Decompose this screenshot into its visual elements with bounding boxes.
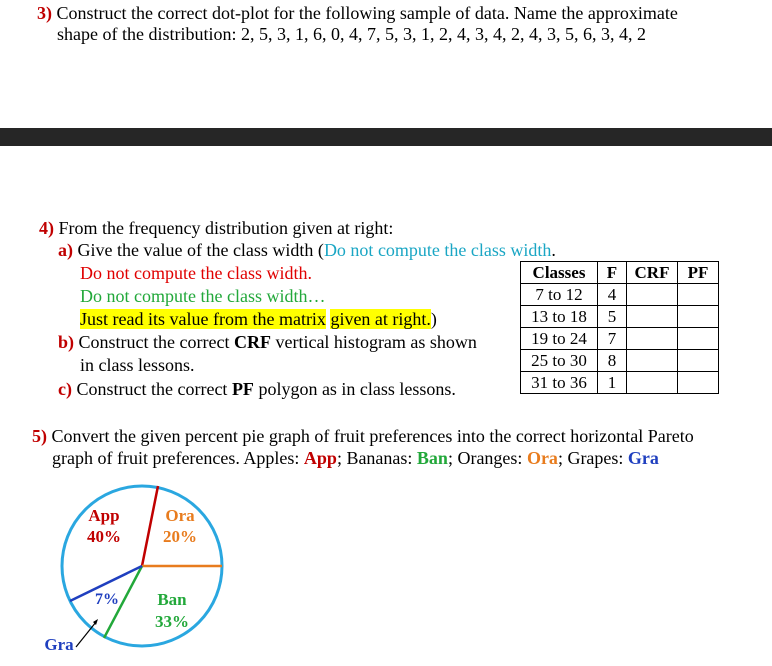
pie-pct-ora: 20% [163, 527, 197, 546]
pie-pct-app: 40% [87, 527, 121, 546]
table-row [521, 372, 719, 394]
fruit-pie-graph [0, 480, 260, 666]
legend-gra: Gra [627, 448, 659, 468]
class-cell: 25 to 30 [521, 350, 598, 372]
pie-label-gra: Gra [44, 635, 74, 654]
legend-ban: Ban [416, 448, 448, 468]
question-5 [32, 425, 694, 448]
header-f: F [598, 262, 627, 284]
pf-cell[interactable] [678, 372, 719, 394]
pie-label-ora: Ora [165, 506, 195, 525]
class-cell: 31 to 36 [521, 372, 598, 394]
question-4-intro-text: From the frequency distribution given at right: [58, 218, 394, 238]
pf-cell[interactable] [678, 284, 719, 306]
highlight-note [80, 309, 437, 330]
question-4c-bold: PF [231, 379, 254, 399]
question-4a-end: . [551, 240, 556, 260]
freq-cell: 1 [598, 372, 627, 394]
crf-cell[interactable] [627, 284, 678, 306]
crf-cell[interactable] [627, 306, 678, 328]
q5-sep2: ; Oranges: [447, 448, 527, 468]
header-pf: PF [678, 262, 719, 284]
legend-ora: Ora [526, 448, 558, 468]
question-5-number: 5) [32, 426, 47, 446]
question-4c-pre: Construct the correct [76, 379, 232, 399]
table-row [521, 328, 719, 350]
pie-label-ban: Ban [157, 590, 187, 609]
question-4b-label: b) [58, 332, 75, 352]
q5-line2-pre: graph of fruit preferences. Apples: [52, 448, 304, 468]
freq-cell: 5 [598, 306, 627, 328]
question-4a-label: a) [58, 240, 73, 260]
pf-cell[interactable] [678, 306, 719, 328]
q5-sep1: ; Bananas: [336, 448, 417, 468]
question-4-intro [39, 218, 393, 239]
question-5-line2 [52, 448, 659, 469]
class-cell: 19 to 24 [521, 328, 598, 350]
header-classes: Classes [521, 262, 598, 284]
question-3-number: 3) [37, 3, 52, 23]
red-note: Do not compute the class width. [80, 263, 312, 283]
highlight-part-1: Just read its value from the matrix [80, 309, 326, 329]
table-header-row [521, 262, 719, 284]
gra-pointer-line [76, 622, 96, 647]
highlight-part-2: given at right. [330, 309, 431, 329]
divider-app-ora [142, 486, 158, 566]
pf-cell[interactable] [678, 350, 719, 372]
crf-cell[interactable] [627, 328, 678, 350]
highlight-close: ) [430, 309, 437, 329]
table-row [521, 350, 719, 372]
question-4a-text: Give the value of the class width ( [77, 240, 324, 260]
class-cell: 13 to 18 [521, 306, 598, 328]
freq-cell: 7 [598, 328, 627, 350]
question-3-line2: shape of the distribution: 2, 5, 3, 1, 6, 0, 4, 7, 5, 3, 1, 2, 4, 3, 4, 2, 4, 3, 5, 6, 3, 4, 2 [57, 24, 646, 44]
q5-sep3: ; Grapes: [557, 448, 628, 468]
table-row [521, 284, 719, 306]
legend-app: App [303, 448, 337, 468]
question-3-line1: Construct the correct dot-plot for the following sample of data. Name the approximate [56, 3, 678, 23]
question-4b-line2: in class lessons. [80, 355, 195, 375]
question-4b-bold: CRF [233, 332, 271, 352]
crf-cell[interactable] [627, 372, 678, 394]
crf-cell[interactable] [627, 350, 678, 372]
pf-cell[interactable] [678, 328, 719, 350]
table-row [521, 306, 719, 328]
question-4c-label: c) [58, 379, 72, 399]
question-4b-pre: Construct the correct [78, 332, 234, 352]
pie-pct-gra: 7% [95, 591, 119, 608]
question-4a [58, 240, 556, 261]
question-4-number: 4) [39, 218, 54, 238]
question-4b-post: vertical histogram as shown [270, 332, 477, 352]
question-5-line1: Convert the given percent pie graph of fruit preferences into the correct horizontal Pareto [51, 426, 694, 446]
section-divider [0, 128, 772, 146]
pie-label-app: App [88, 506, 120, 525]
class-cell: 7 to 12 [521, 284, 598, 306]
header-crf: CRF [627, 262, 678, 284]
question-4c [58, 379, 456, 400]
frequency-table [520, 261, 719, 394]
question-4a-teal: Do not compute the class width [323, 240, 552, 260]
question-4c-post: polygon as in class lessons. [253, 379, 456, 399]
question-3 [37, 3, 678, 45]
freq-cell: 4 [598, 284, 627, 306]
freq-cell: 8 [598, 350, 627, 372]
green-note: Do not compute the class width… [80, 286, 326, 306]
question-4b [58, 332, 477, 353]
pie-pct-ban: 33% [155, 612, 189, 631]
